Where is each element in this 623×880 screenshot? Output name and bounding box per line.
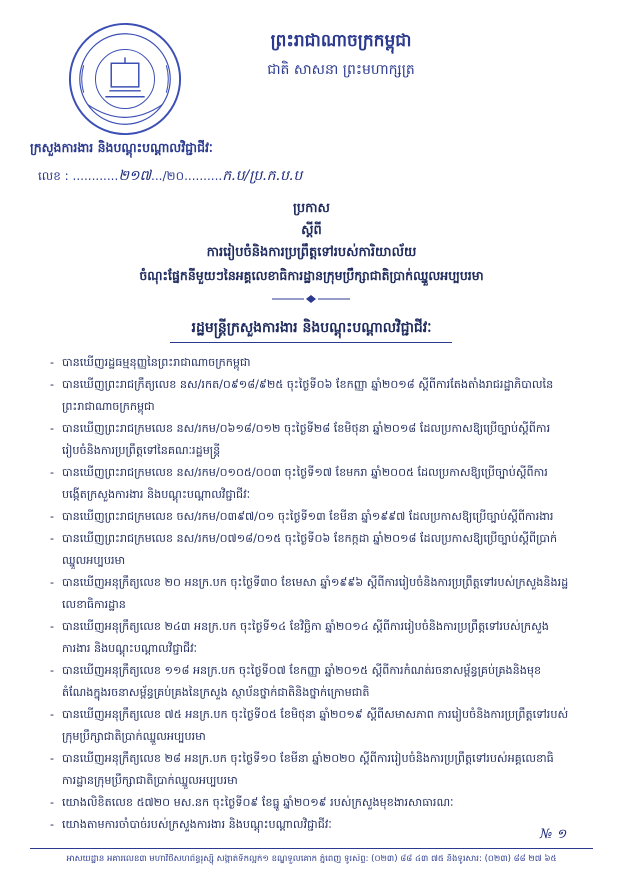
list-item: - បានឃើញព្រះរាជក្រឹត្យលេខ នស/រកត/០៩១៨/៩២៥ ចុះថ្ងៃទី០៦ ខែកញ្ញា ឆ្នាំ២០១៨ ស្ដីពីការតែងតាំងរាជរដ្ឋាភិបាលនៃព្រះរាជាណាចក្រកម្ពុជា xyxy=(50,374,570,418)
list-item: - បានឃើញព្រះរាជក្រមលេខ នស/រកម/០១០៥/០០៣ ចុះថ្ងៃទី១៧ ខែមករា ឆ្នាំ២០០៥ ដែលប្រកាសឱ្យប្រើច្បាប់ស្ដីពីការបង្កើតក្រសួងការងារ និងបណ្ដុះបណ្ដាលវិជ្ជាជីវៈ xyxy=(50,462,570,506)
list-item: - យោងលិខិតលេខ ៥៧២០ មស.នក ចុះថ្ងៃទី០៩ ខែធ្នូ ឆ្នាំ២០១៩ របស់ក្រសួងមុខងារសាធារណៈ xyxy=(50,792,570,814)
document-subject-line-2: ចំណុះផ្នែកនីមួយៗនៃអគ្គលេខាធិការដ្ឋានក្រុមប្រឹក្សាជាតិប្រាក់ឈ្នួលអប្បបរមា xyxy=(139,268,484,283)
reference-number: លេខ : ............២១៧.../២០..........ក.ប/ប្រ.ក.ប.ប xyxy=(38,168,303,184)
footer-divider xyxy=(30,848,593,849)
list-item: - បានឃើញអនុក្រឹត្យលេខ ១១៨ អនក្រ.បក ចុះថ្ងៃទី០៧ ខែកញ្ញា ឆ្នាំ២០១៥ ស្ដីពីការកំណត់រចនាសម្ព័ន្ធគ្រប់គ្រងនិងមុខតំណែងក្នុងរចនាសម្ព័ន្ធគ្រប់គ្រងនៃក្រសួង ស្ថាប័នថ្នាក់ជាតិនិងថ្នាក់ក្រោមជាតិ xyxy=(50,660,570,704)
minister-heading: រដ្ឋមន្ត្រីក្រសួងការងារ និងបណ្ដុះបណ្ដាលវិជ្ជាជីវៈ xyxy=(191,320,432,336)
list-item: - បានឃើញអនុក្រឹត្យលេខ ២០ អនក្រ.បក ចុះថ្ងៃទី៣០ ខែមេសា ឆ្នាំ១៩៩៦ ស្ដីពីការរៀបចំនិងការប្រព្រឹត្តទៅរបស់ក្រសួងនិងរដ្ឋលេខាធិការដ្ឋាន xyxy=(50,572,570,616)
list-item: - បានឃើញព្រះរាជក្រមលេខ ចស/រកម/០៣៩៧/០១ ចុះថ្ងៃទី១៣ ខែមីនា ឆ្នាំ១៩៩៧ ដែលប្រកាសឱ្យប្រើច្បាប់ស្ដីពីការងារ xyxy=(50,506,570,528)
ministry-seal-icon xyxy=(66,20,184,138)
footer-address: អាសយដ្ឋាន អគារលេខ៣ មហាវិថីសហព័ន្ធរុស្ស៊ី សង្កាត់ទឹកល្អក់១ ខណ្ឌទួលគោក ភ្នំពេញ ទូរស័ព្ទ: (០២៣) ៨៨ ៤៣ ៧៥ និងទូរសារ: (០២៣) ៨៨ ២៧ ៦៥ xyxy=(66,854,557,864)
list-item: - យោងតាមការចាំបាច់របស់ក្រសួងការងារ និងបណ្ដុះបណ្ដាលវិជ្ជាជីវៈ xyxy=(50,814,570,836)
list-item: - បានឃើញព្រះរាជក្រមលេខ នស/រកម/០៧១៨/០១៥ ចុះថ្ងៃទី០៦ ខែកក្កដា ឆ្នាំ២០១៨ ដែលប្រកាសឱ្យប្រើច្បាប់ស្ដីពីប្រាក់ឈ្នួលអប្បបរមា xyxy=(50,528,570,572)
page-number: № ១ xyxy=(540,827,567,842)
reference-handwritten-number: ២១៧ xyxy=(118,168,151,184)
preamble-clauses xyxy=(50,352,570,836)
national-motto: ជាតិ សាសនា ព្រះមហាក្សត្រ xyxy=(267,62,415,78)
document-type: ប្រកាស xyxy=(293,201,330,216)
reference-label: លេខ : xyxy=(38,169,73,183)
list-item: - បានឃើញរដ្ឋធម្មនុញ្ញនៃព្រះរាជាណាចក្រកម្ពុជា xyxy=(50,352,570,374)
reference-year: ២០ xyxy=(166,169,185,183)
document-subject-line-1: ការរៀបចំនិងការប្រព្រឹត្តទៅរបស់ការិយាល័យ xyxy=(206,245,417,260)
ministry-name: ក្រសួងការងារ និងបណ្ដុះបណ្ដាលវិជ្ជាជីវៈ xyxy=(30,140,213,155)
document-about: ស្ដីពី xyxy=(301,223,322,238)
list-item: - បានឃើញអនុក្រឹត្យលេខ ២៤៣ អនក្រ.បក ចុះថ្ងៃទី១៤ ខែវិច្ឆិកា ឆ្នាំ២០១៤ ស្ដីពីការរៀបចំនិងការប្រព្រឹត្តទៅរបស់ក្រសួងការងារ និងបណ្ដុះបណ្ដាលវិជ្ជាជីវៈ xyxy=(50,616,570,660)
ornament-divider-icon xyxy=(270,294,352,304)
list-item: - បានឃើញព្រះរាជក្រមលេខ នស/រកម/០៦១៨/០១២ ចុះថ្ងៃទី២៨ ខែមិថុនា ឆ្នាំ២០១៨ ដែលប្រកាសឱ្យប្រើច្បាប់ស្ដីពីការរៀបចំនិងការប្រព្រឹត្តទៅនៃគណៈរដ្ឋមន្ត្រី xyxy=(50,418,570,462)
list-item: - បានឃើញអនុក្រឹត្យលេខ ៧៥ អនក្រ.បក ចុះថ្ងៃទី០៥ ខែមិថុនា ឆ្នាំ២០១៩ ស្ដីពីសមាសភាព ការរៀបចំនិងការប្រព្រឹត្តទៅរបស់ក្រុមប្រឹក្សាជាតិប្រាក់ឈ្នួលអប្បបរមា xyxy=(50,704,570,748)
list-item: - បានឃើញអនុក្រឹត្យលេខ ២៨ អនក្រ.បក ចុះថ្ងៃទី១០ ខែមីនា ឆ្នាំ២០២០ ស្ដីពីការរៀបចំនិងការប្រព្រឹត្តទៅរបស់អគ្គលេខាធិការដ្ឋានក្រុមប្រឹក្សាជាតិប្រាក់ឈ្នួលអប្បបរមា xyxy=(50,748,570,792)
reference-suffix: ក.ប/ប្រ.ក.ប.ប xyxy=(222,168,303,184)
kingdom-heading: ព្រះរាជាណាចក្រកម្ពុជា xyxy=(270,31,412,51)
minister-underline xyxy=(170,342,452,343)
